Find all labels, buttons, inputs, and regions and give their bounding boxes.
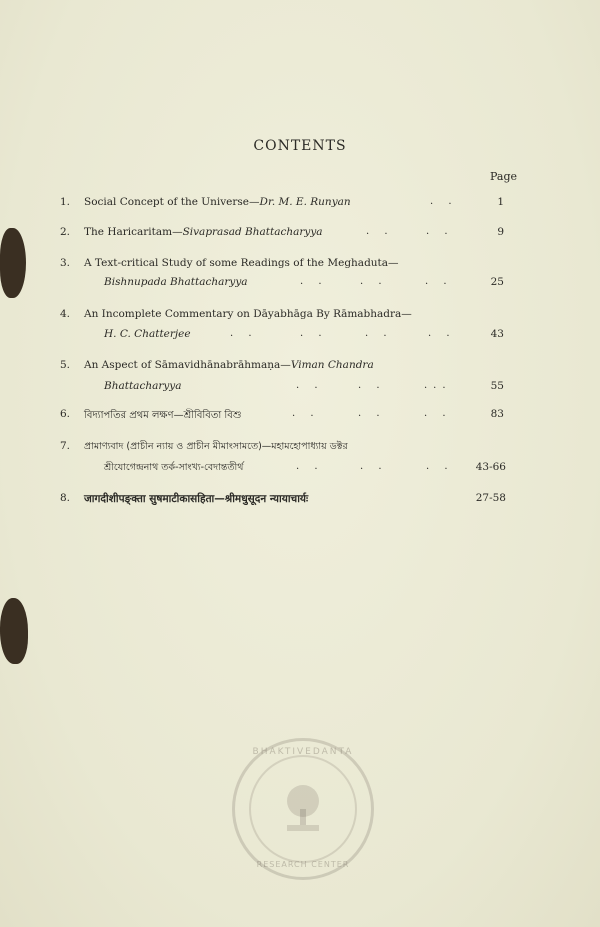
entry-page: 25 [490, 276, 504, 288]
page-title: CONTENTS [253, 138, 347, 154]
entry-author: Dr. M. E. Runyan [259, 196, 351, 208]
entry-author: Sivaprasad Bhattacharyya [182, 226, 323, 238]
leader-dots: . . [358, 408, 386, 419]
entry-number: 2. [60, 226, 71, 238]
entry-title: প্রামাণ্যবাদ (প্রাচীন ন্যায় ও প্রাচীন মীমাংসামতে)—মহামহোপাধ্যায় ডক্টর [84, 441, 348, 452]
page-stain [0, 228, 26, 298]
entry-title: A Text-critical Study of some Readings of the Meghaduta— [84, 257, 399, 269]
leader-dots: . . [360, 276, 388, 287]
leader-dots: . . [300, 328, 328, 339]
entry-number: 8. [60, 492, 71, 504]
leader-dots: . . [300, 276, 328, 287]
entry-page: 27-58 [475, 492, 506, 504]
watermark-seal [232, 738, 374, 880]
entry-title: An Aspect of Sāmavidhānabrāhmaṇa—Viman Chandra [84, 359, 374, 371]
entry-title: जागदीशीपङ्क्ता सुषमाटीकासहिता—श्रीमधुसूदन न्यायाचार्यः [84, 493, 309, 505]
page-stain [0, 598, 28, 664]
leader-dots: . . [424, 408, 452, 419]
entry-number: 3. [60, 257, 71, 269]
entry-author: Bishnupada Bhattacharyya [104, 276, 248, 288]
entry-number: 6. [60, 408, 71, 420]
entry-author: H. C. Chatterjee [104, 328, 191, 340]
leader-dots: . . [296, 380, 324, 391]
entry-page: 83 [490, 408, 504, 420]
entry-title: The Haricaritam—Sivaprasad Bhattacharyya [84, 226, 323, 238]
entry-page: 9 [497, 226, 504, 238]
entry-number: 5. [60, 359, 71, 371]
leader-dots: . . [358, 380, 386, 391]
entry-page: 55 [490, 380, 504, 392]
entry-number: 4. [60, 308, 71, 320]
entry-page: 43 [490, 328, 504, 340]
entry-title: বিদ্যাপতির প্রথম লক্ষণ—শ্রীবিবিতা বিশু [84, 410, 242, 421]
entry-author: Bhattacharyya [104, 380, 182, 392]
seal-bottom-text: RESEARCH CENTER [256, 860, 350, 869]
entry-title: Social Concept of the Universe—Dr. M. E. Runyan [84, 196, 351, 208]
leader-dots: . . [430, 196, 458, 207]
seal-tree-icon [249, 755, 357, 863]
entry-author: Viman Chandra [290, 359, 374, 371]
leader-dots: ... [424, 380, 452, 391]
leader-dots: . . [366, 226, 394, 237]
entry-number: 7. [60, 440, 71, 452]
seal-top-text: BHAKTIVEDANTA [252, 747, 354, 757]
leader-dots: . . [426, 226, 454, 237]
entry-author: শ্রীযোগেন্দ্রনাথ তর্ক-সাংখ্য-বেদান্ততীর্থ [104, 462, 244, 473]
entry-page: 43-66 [475, 461, 506, 473]
page-column-heading: Page [490, 170, 518, 183]
leader-dots: . . [296, 461, 324, 472]
leader-dots: . . [360, 461, 388, 472]
leader-dots: . . [428, 328, 456, 339]
entry-number: 1. [60, 196, 71, 208]
entry-page: 1 [497, 196, 504, 208]
leader-dots: . . [426, 461, 454, 472]
entry-title: An Incomplete Commentary on Dāyabhāga By Rāmabhadra— [84, 308, 412, 320]
leader-dots: . . [365, 328, 393, 339]
leader-dots: . . [292, 408, 320, 419]
leader-dots: . . [230, 328, 258, 339]
leader-dots: . . [425, 276, 453, 287]
